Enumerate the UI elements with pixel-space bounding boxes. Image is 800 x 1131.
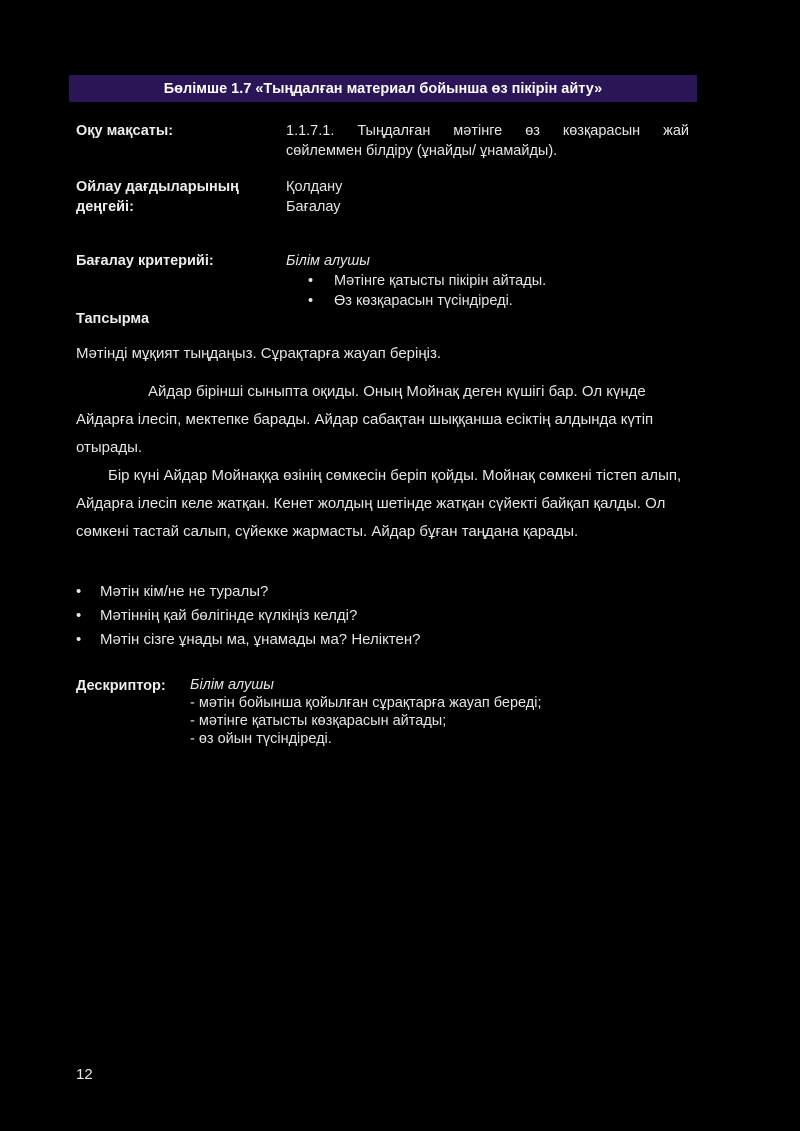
descriptor-item: - мәтінге қатысты көзқарасын айтады;: [190, 713, 447, 729]
criteria-label: Бағалау критерийі:: [76, 253, 214, 269]
criteria-list: [308, 271, 546, 311]
descriptor-item: - мәтін бойынша қойылған сұрақтарға жауап береді;: [190, 695, 542, 711]
question-item: • Мәтін кім/не не туралы?: [76, 580, 420, 604]
thinking-level-label: [76, 177, 239, 217]
descriptor-item: - өз ойын түсіндіреді.: [190, 731, 332, 747]
objective-line-1: 1.1.7.1. Тыңдалған мәтінге өз көзқарасын жай: [286, 123, 689, 139]
thinking-label-line-1: Ойлау дағдыларының: [76, 179, 239, 195]
thinking-levels: [286, 177, 342, 217]
criteria-item: • Мәтінге қатысты пікірін айтады.: [308, 271, 546, 291]
thinking-label-line-2: деңгейі:: [76, 199, 134, 215]
thinking-level-evaluate: Бағалау: [286, 199, 341, 215]
story-paragraph-2: Бір күні Айдар Мойнаққа өзінің сөмкесін беріп қойды. Мойнақ сөмкені тістеп алып, Айдарға ілесіп келе жатқан. Кенет жолдың шетінде жатқан сүйекті байқап қалды. Ол сөмкені тастай салып, сүйекке жармасты. Айдар бұған таңдана қарады.: [76, 467, 682, 540]
question-list: [76, 580, 420, 652]
question-item: • Мәтін сізге ұнады ма, ұнамады ма? Неліктен?: [76, 628, 420, 652]
descriptor-label: Дескриптор:: [76, 678, 166, 694]
criteria-item: • Өз көзқарасын түсіндіреді.: [308, 291, 546, 311]
section-title: Бөлімше 1.7 «Тыңдалған материал бойынша өз пікірін айту»: [163, 80, 603, 97]
objective-label: Оқу мақсаты:: [76, 123, 174, 139]
question-item: • Мәтіннің қай бөлігінде күлкіңіз келді?: [76, 604, 420, 628]
story-paragraph-1: Айдар бірінші сыныпта оқиды. Оның Мойнақ деген күшігі бар. Ол күнде Айдарға ілесіп, мектепке барады. Айдар сабақтан шыққанша есіктің алдында күтіп отырады.: [76, 383, 654, 456]
task-label: Тапсырма: [76, 311, 150, 327]
descriptor-intro: Білім алушы: [190, 677, 274, 693]
objective-line-2: сөйлеммен білдіру (ұнайды/ ұнамайды).: [286, 143, 558, 159]
descriptor-list: [190, 676, 542, 748]
section-header-bar: [69, 75, 697, 102]
objective-text: [286, 121, 689, 161]
criteria-intro: Білім алушы: [286, 253, 370, 269]
task-instruction: Мәтінді мұқият тыңдаңыз. Сұрақтарға жауап беріңіз.: [76, 345, 442, 362]
page-number: 12: [76, 1066, 93, 1083]
thinking-level-apply: Қолдану: [286, 179, 343, 195]
